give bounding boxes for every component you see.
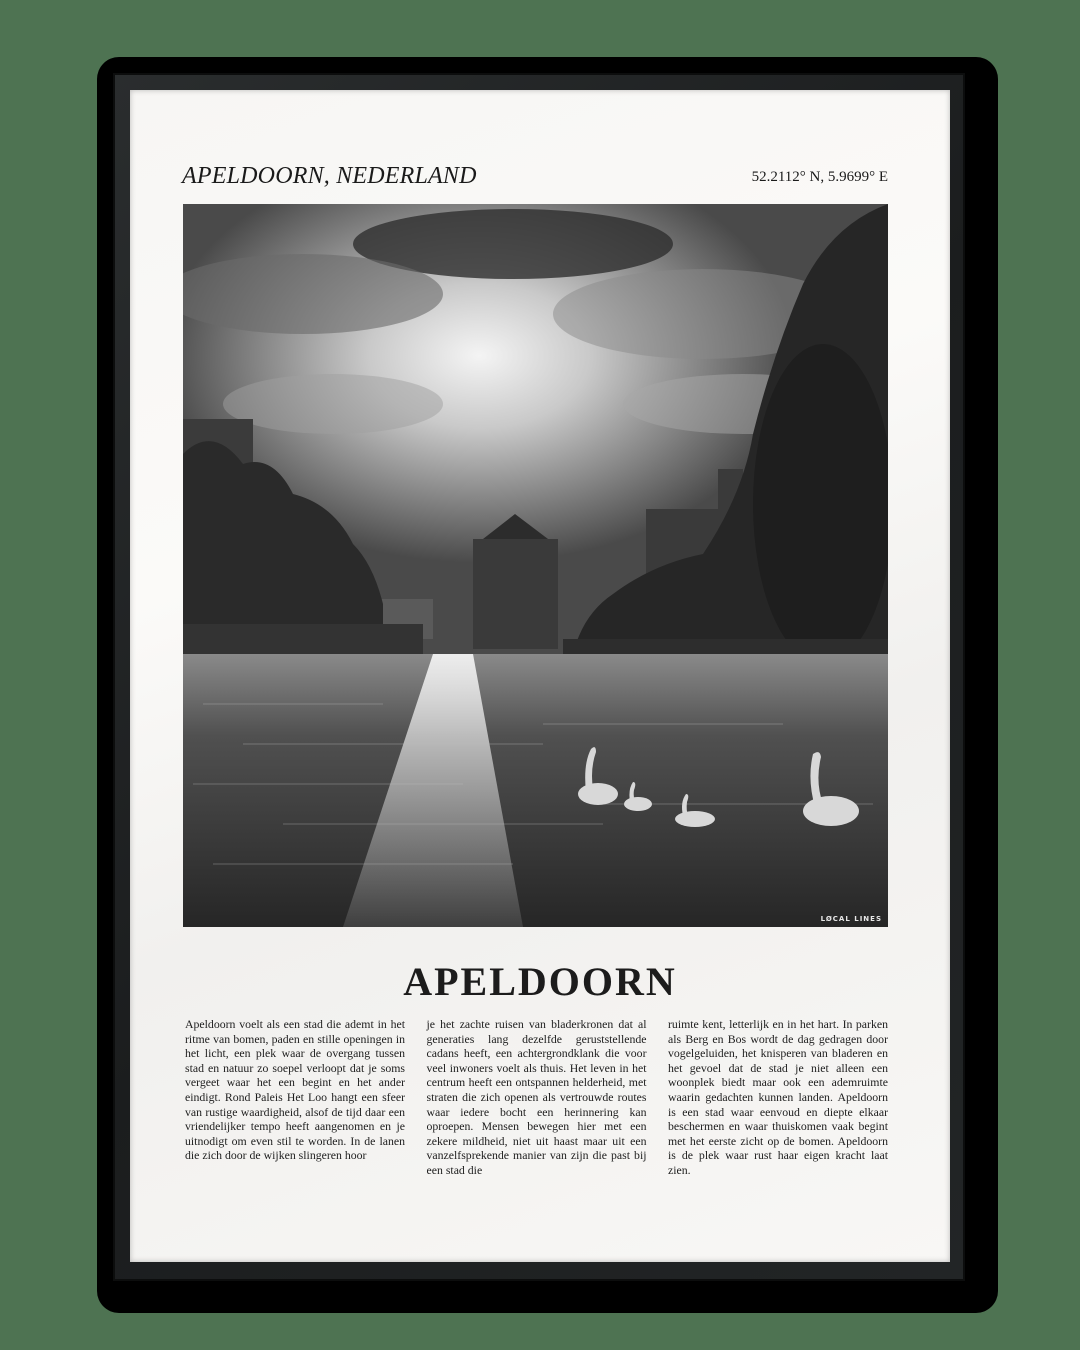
body-text — [185, 1017, 888, 1178]
text-column-1: Apeldoorn voelt als een stad die ademt in het ritme van bomen, paden en stille openingen in het licht, een plek waar de overgang tussen stad en natuur zo soepel verloopt dat je soms vergeet waar het een begint en het ander eindigt. Rond Paleis Het Loo hangt een sfeer van rustige waardigheid, alsof de tijd daar een vriendelijker tempo heeft aangenomen en je uitnodigt om even stil te worden. In de lanen die zich door de wijken slingeren hoor — [185, 1017, 405, 1163]
text-column-2: je het zachte ruisen van bladerkronen dat al generaties lang dezelfde geruststellende cadans heeft, een achtergrondklank die voor veel inwoners voelt als thuis. Het leven in het centrum heeft een ontspannen helderheid, met straten die zich openen als vertrouwde routes waar iedere bocht een herinnering kan oproepen. Mensen bewegen hier met een zekere mildheid, niet uit haast maar uit een vanzelfsprekende manier van zijn die past bij een stad die — [426, 1017, 647, 1177]
poster-paper — [130, 90, 950, 1262]
text-column-3: ruimte kent, letterlijk en in het hart. In parken als Berg en Bos wordt de dag gedragen door vogelgeluiden, het knisperen van bladeren en het gevoel dat de stad je niet alleen een woonplek biedt maar ook een ademruimte waarin gedachten kunnen landen. Apeldoorn is een stad waar eenvoud en diepte elkaar beschermen en waar thuiskomen vaak begint met het eerste zicht op de bomen. Apeldoorn is de plek waar rust haar eigen kracht laat zien. — [668, 1017, 888, 1177]
coordinates: 52.2112° N, 5.9699° E — [751, 169, 888, 185]
poster-title: APELDOORN — [403, 959, 677, 1004]
watermark: LØCAL LINES — [820, 915, 882, 923]
city-photo — [183, 204, 888, 927]
location-label: APELDOORN, NEDERLAND — [182, 163, 477, 189]
